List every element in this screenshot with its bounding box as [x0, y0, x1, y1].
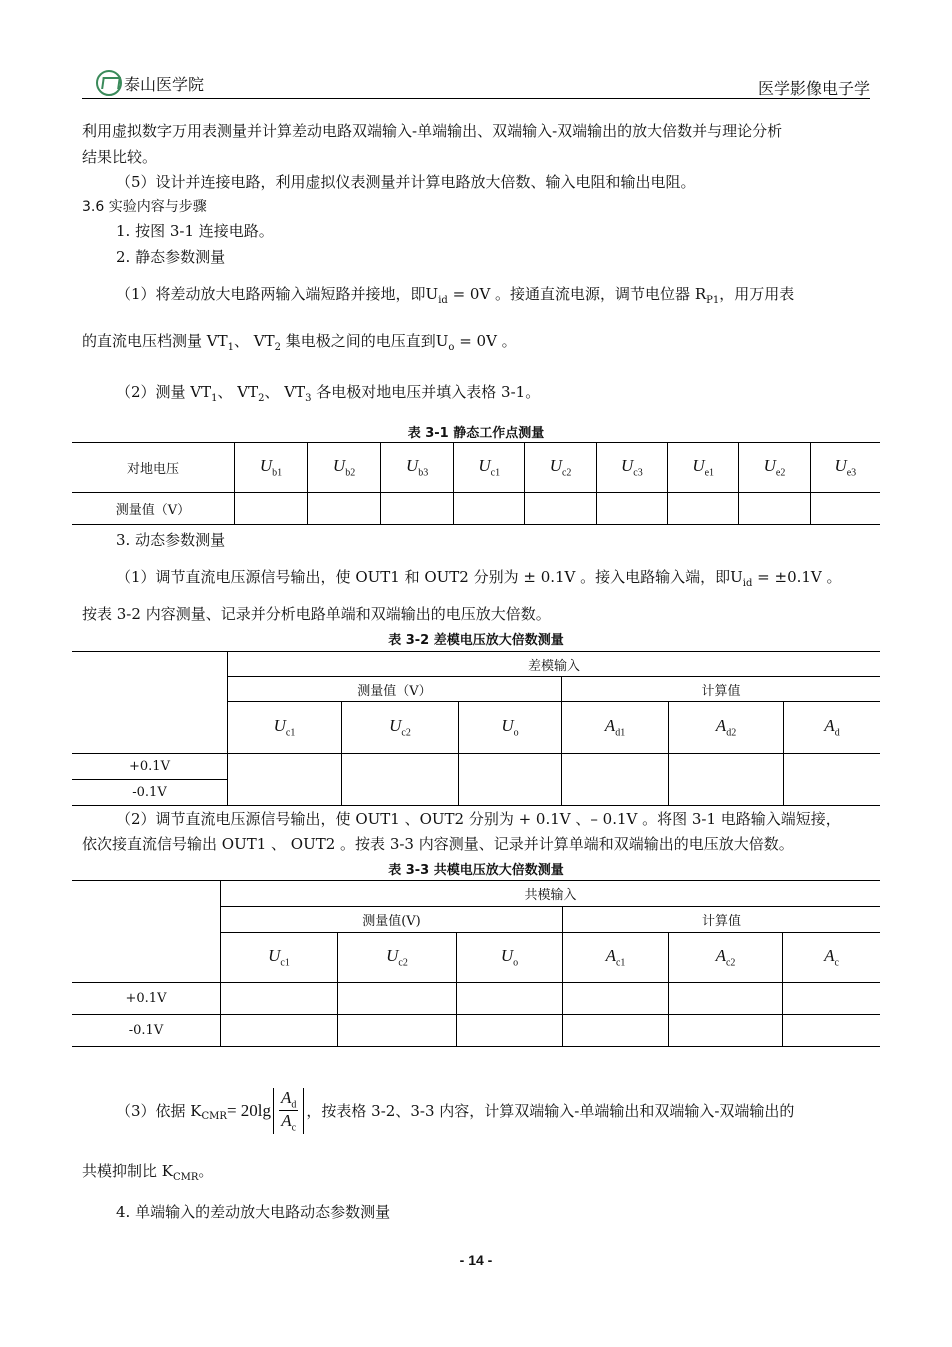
dynamic-step-1: （1）调节直流电压源信号输出，使 OUT1 和 OUT2 分别为 ± 0.1V 。接入电路输入端，即$U_{id} = \pm 0.1V$ 。 [116, 568, 842, 589]
column-header: $A_{d1}$ [562, 702, 669, 754]
row-label: +0.1V [72, 754, 228, 780]
school-logo-icon [96, 70, 122, 96]
table-cell [459, 754, 562, 806]
fraction-denominator: $A_c$ [281, 1111, 297, 1134]
dynamic-step-2-cont: 依次接直流信号输出 OUT1 、 OUT2 。按表 3-3 内容测量、记录并计算单端和双端输出的电压放大倍数。 [82, 835, 794, 853]
table-cell [562, 754, 669, 806]
row-label: -0.1V [72, 1015, 221, 1047]
table-cell [338, 983, 457, 1015]
table-cell [563, 1015, 669, 1047]
table-cell [342, 754, 459, 806]
fraction-numerator: $A_d$ [281, 1088, 297, 1111]
column-header: $A_d$ [784, 702, 881, 754]
column-header: $U_o$ [457, 933, 563, 983]
table-cell [669, 754, 784, 806]
table-cell [668, 493, 739, 525]
column-header: $U_{c1}$ [221, 933, 338, 983]
table-cell [669, 1015, 783, 1047]
paragraph-line: 结果比较。 [82, 148, 158, 166]
table-caption: 表 3-1 静态工作点测量 [407, 426, 545, 441]
table-cell [457, 983, 563, 1015]
formula-lg: = 20lg [226, 1100, 272, 1120]
table-caption: 表 3-2 差模电压放大倍数测量 [388, 633, 564, 648]
table-cell [228, 754, 342, 806]
paragraph-line: 利用虚拟数字万用表测量并计算差动电路双端输入-单端输出、双端输入-双端输出的放大倍数并与理论分析 [82, 122, 783, 140]
table-differential-gain [72, 651, 880, 806]
table-caption: 表 3-3 共模电压放大倍数测量 [388, 863, 564, 878]
static-step-2: （2）测量 $VT_1$、 $VT_2$、 $VT_3$ 各电极对地电压并填入表格 3-1。 [116, 383, 541, 404]
table-cell [72, 652, 228, 754]
step-item: 4. 单端输入的差动放大电路动态参数测量 [116, 1203, 391, 1221]
table-cell [221, 983, 338, 1015]
column-header: $A_{c1}$ [563, 933, 669, 983]
column-header: $U_o$ [459, 702, 562, 754]
page-number: - 14 - [459, 1252, 493, 1268]
formula-prefix: （3）依据 K [116, 1102, 202, 1121]
step-item: 1. 按图 3-1 连接电路。 [116, 222, 274, 240]
column-header: $U_{c1}$ [454, 443, 525, 493]
column-header: $A_{d2}$ [669, 702, 784, 754]
column-header: $U_{c1}$ [228, 702, 342, 754]
table-cell [454, 493, 525, 525]
group-header: 测量值(V) [221, 907, 563, 933]
table-cell [457, 1015, 563, 1047]
table-cell [596, 493, 667, 525]
abs-fraction [273, 1088, 304, 1134]
step-item: 2. 静态参数测量 [116, 248, 226, 266]
section-heading: 3.6 实验内容与步骤 [82, 199, 207, 215]
column-header: $A_c$ [783, 933, 881, 983]
table-cell [784, 754, 881, 806]
table-cell [221, 1015, 338, 1047]
table-cell [72, 881, 221, 983]
row-label: +0.1V [72, 983, 221, 1015]
table-cell [563, 983, 669, 1015]
group-header: 计算值 [562, 677, 881, 702]
row-label: 对地电压 [72, 443, 235, 493]
header-institution [96, 70, 204, 96]
kcmr-formula-line [116, 1088, 794, 1134]
table-static-point [72, 442, 880, 525]
table-cell [525, 493, 596, 525]
dynamic-step-1-cont: 按表 3-2 内容测量、记录并分析电路单端和双端输出的电压放大倍数。 [82, 605, 551, 623]
static-step-1-cont: 的直流电压档测量 $VT_1$、 $VT_2$ 集电极之间的电压直到$U_o = 0V$ 。 [82, 332, 517, 353]
column-header: $U_{c2}$ [525, 443, 596, 493]
row-label: 测量值（V） [72, 493, 235, 525]
table-cell [810, 493, 880, 525]
group-header: 共模输入 [221, 881, 881, 907]
paragraph-line: （5）设计并连接电路，利用虚拟仪表测量并计算电路放大倍数、输入电阻和输出电阻。 [116, 173, 696, 191]
formula-suffix: ，按表格 3-2、3-3 内容，计算双端输入-单端输出和双端输入-双端输出的 [306, 1102, 795, 1121]
table-cell [308, 493, 381, 525]
group-header: 计算值 [563, 907, 881, 933]
institution-name: 泰山医学院 [124, 74, 205, 94]
formula-sub: CMR [201, 1111, 227, 1123]
table-cell [338, 1015, 457, 1047]
kcmr-line-cont: 共模抑制比 $K_{CMR}$。 [82, 1162, 214, 1183]
group-header: 测量值（V） [228, 677, 562, 702]
table-cell [669, 983, 783, 1015]
column-header: $U_{c2}$ [338, 933, 457, 983]
course-title: 医学影像电子学 [757, 79, 870, 98]
dynamic-step-2: （2）调节直流电压源信号输出，使 OUT1 、OUT2 分别为 + 0.1V 、– 0.1V 。将图 3-1 电路输入端短接， [116, 810, 841, 828]
column-header: $U_{c3}$ [596, 443, 667, 493]
column-header: $U_{c2}$ [342, 702, 459, 754]
column-header: $U_{b2}$ [308, 443, 381, 493]
column-header: $U_{e2}$ [739, 443, 810, 493]
column-header: $U_{e1}$ [668, 443, 739, 493]
table-cell [739, 493, 810, 525]
column-header: $U_{e3}$ [810, 443, 880, 493]
table-cell [235, 493, 308, 525]
table-cell [783, 1015, 881, 1047]
table-cell [381, 493, 454, 525]
group-header: 差模输入 [228, 652, 881, 677]
table-cell [783, 983, 881, 1015]
table-common-mode-gain [72, 880, 880, 1047]
column-header: $U_{b1}$ [235, 443, 308, 493]
row-label: -0.1V [72, 780, 228, 806]
column-header: $U_{b3}$ [381, 443, 454, 493]
static-step-1: （1）将差动放大电路两输入端短路并接地，即$U_{id} = 0V$ 。接通直流电源，调节电位器 $R_{P1}$，用万用表 [116, 285, 795, 306]
header-rule [82, 98, 870, 99]
step-item: 3. 动态参数测量 [116, 531, 226, 549]
column-header: $A_{c2}$ [669, 933, 783, 983]
